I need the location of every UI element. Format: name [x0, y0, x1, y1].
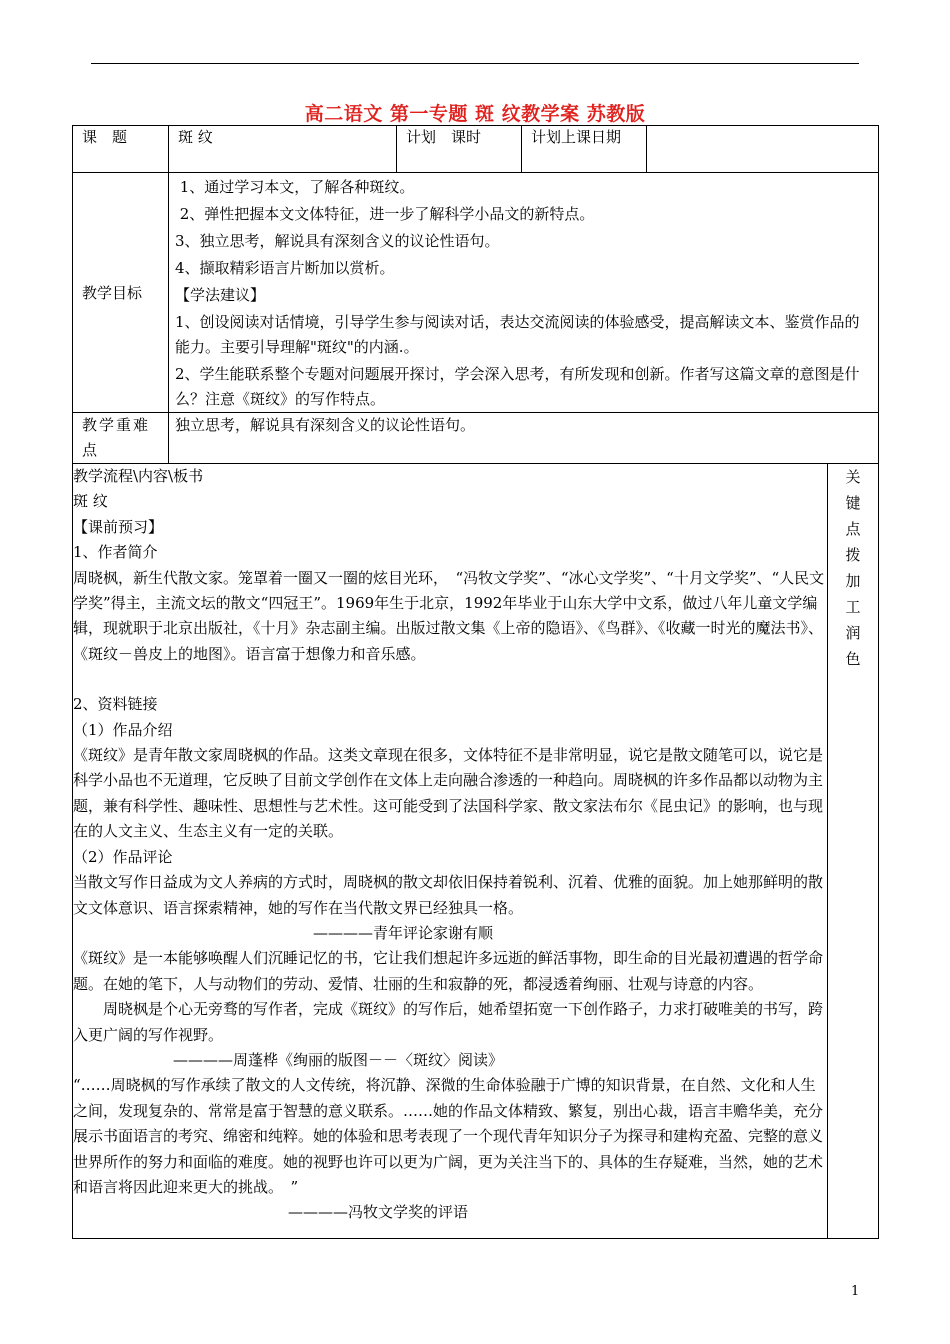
- goal-line: 3、独立思考，解说具有深刻含义的议论性语句。: [175, 232, 500, 250]
- goal-line: 4、撷取精彩语言片断加以赏析。: [175, 259, 395, 277]
- key-points-label-cell: [73, 413, 169, 464]
- links-title: 2、资料链接: [73, 695, 158, 714]
- author-intro-text: 周晓枫，新生代散文家。笼罩着一圈又一圈的炫目光环， “冯牧文学奖”、“冰心文学奖”、“十月文学奖”、“人民文学奖”得主，主流文坛的散文“四冠王”。1969年生于北京，1992年毕业于山东大学中文系，做过八年儿童文学编辑，现就职于北京出版社，《十月》杂志副主编。出版过散文集《上帝的隐语》、《鸟群》、《收藏一时光的魔法书》、《斑纹－兽皮上的地图》。语言富于想像力和音乐感。: [73, 568, 825, 663]
- side-char: 关: [845, 468, 861, 486]
- planned-date-value-cell: [647, 126, 879, 173]
- document-title: 高二语文 第一专题 斑 纹教学案 苏教版: [304, 103, 646, 125]
- work-intro-text: 《斑纹》是青年散文家周晓枫的作品。这类文章现在很多，文体特征不是非常明显，说它是散文随笔可以，说它是科学小品也不无道理，它反映了目前文学创作在文体上走向融合渗透的一种趋向。周晓枫的许多作品都以动物为主题，兼有科学性、趣味性、思想性与艺术性。这可能受到了法国科学家、散文家法布尔《昆虫记》的影响，也与现在的人文主义、生态主义有一定的关联。: [73, 746, 824, 841]
- study-advice-heading: 【学法建议】: [175, 286, 266, 304]
- planned-date-label: 计划上课日期: [531, 128, 622, 146]
- key-points-row: [73, 413, 879, 464]
- side-char: 键: [845, 494, 861, 512]
- review-title: （2）作品评论: [73, 847, 173, 866]
- planned-hours-cell: [397, 126, 522, 173]
- goal-line: 1、创设阅读对话情境，引导学生参与阅读对话，表达交流阅读的体验感受，提高解读文本、鉴赏作品的能力。主要引导理解"斑纹"的内涵.。: [175, 313, 860, 356]
- key-points-label: 教学重难点: [82, 416, 151, 459]
- key-points-text: 独立思考，解说具有深刻含义的议论性语句。: [175, 416, 476, 434]
- preview-heading: 【课前预习】: [73, 517, 164, 536]
- review-text: 当散文写作日益成为文人养病的方式时，周晓枫的散文却依旧保持着锐利、沉着、优雅的面貌。加上她那鲜明的散文文体意识、语言探索精神，她的写作在当代散文界已经独具一格。: [73, 873, 824, 917]
- topic-label-cell: [73, 126, 169, 173]
- main-content-cell: [73, 464, 828, 1239]
- topic-value: 斑 纹: [178, 128, 213, 146]
- header-rule: [91, 63, 859, 64]
- goal-line: 1、通过学习本文，了解各种斑纹。: [175, 178, 415, 196]
- author-intro-title: 1、作者简介: [73, 543, 158, 562]
- work-intro-title: （1）作品介绍: [73, 720, 173, 739]
- side-char: 色: [845, 650, 861, 668]
- topic-label: 课 题: [82, 128, 128, 146]
- goals-label: 教学目标: [82, 284, 143, 302]
- side-char: 工: [845, 598, 861, 616]
- review-text: 《斑纹》是一本能够唤醒人们沉睡记忆的书，它让我们想起许多远逝的鲜活事物，即生命的目光最初遭遇的哲学命题。在她的笔下，人与动物们的劳动、爱情、壮丽的生和寂静的死，都浸透着绚丽、壮观与诗意的内容。: [73, 949, 824, 993]
- key-points-cell: [169, 413, 879, 464]
- main-content-row: [73, 464, 879, 1239]
- side-char: 润: [845, 624, 861, 642]
- lesson-subject: 斑 纹: [73, 492, 108, 511]
- review-text: 周晓枫是个心无旁骛的写作者，完成《斑纹》的写作后，她希望拓宽一下创作路子，力求打破唯美的书写，跨入更广阔的写作视野。: [73, 1000, 824, 1044]
- side-notes-column: [828, 464, 879, 1239]
- goal-line: 2、弹性把握本文文体特征，进一步了解科学小品文的新特点。: [175, 205, 595, 223]
- review-source: ————冯牧文学奖的评语: [288, 1203, 469, 1222]
- planned-date-cell: [522, 126, 647, 173]
- flow-heading: 教学流程\内容\板书: [73, 467, 204, 485]
- goal-line: 2、学生能联系整个专题对问题展开探讨，学会深入思考，有所发现和创新。作者写这篇文章的意图是什么？注意《斑纹》的写作特点。: [175, 365, 860, 408]
- goals-row: [73, 173, 879, 413]
- planned-hours-label: 计划 课时: [406, 128, 482, 146]
- review-source: ————青年评论家谢有顺: [313, 923, 494, 942]
- topic-value-cell: [169, 126, 397, 173]
- goals-content-cell: [169, 173, 879, 413]
- review-text: “……周晓枫的写作承续了散文的人文传统，将沉静、深微的生命体验融于广博的知识背景，在自然、文化和人生之间，发现复杂的、常常是富于智慧的意义联系。……她的作品文体精致、繁复，别出心裁，语言丰赡华美，充分展示书面语言的考究、绵密和纯粹。她的体验和思考表现了一个现代青年知识分子为探寻和建构充盈、完整的意义世界所作的努力和面临的难度。她的视野也许可以更为广阔，更为关注当下的、具体的生存疑难，当然，她的艺术和语言将因此迎来更大的挑战。 ”: [73, 1076, 824, 1196]
- side-char: 加: [845, 572, 861, 590]
- side-char: 点: [845, 520, 861, 538]
- goals-label-cell: [73, 173, 169, 413]
- review-source: ————周蓬桦《绚丽的版图－－〈斑纹〉阅读》: [173, 1050, 504, 1069]
- header-row: [73, 126, 879, 173]
- side-char: 拨: [845, 546, 861, 564]
- page-number: 1: [851, 1284, 860, 1299]
- blank-line: [73, 667, 827, 692]
- lesson-plan-table: [72, 125, 879, 1239]
